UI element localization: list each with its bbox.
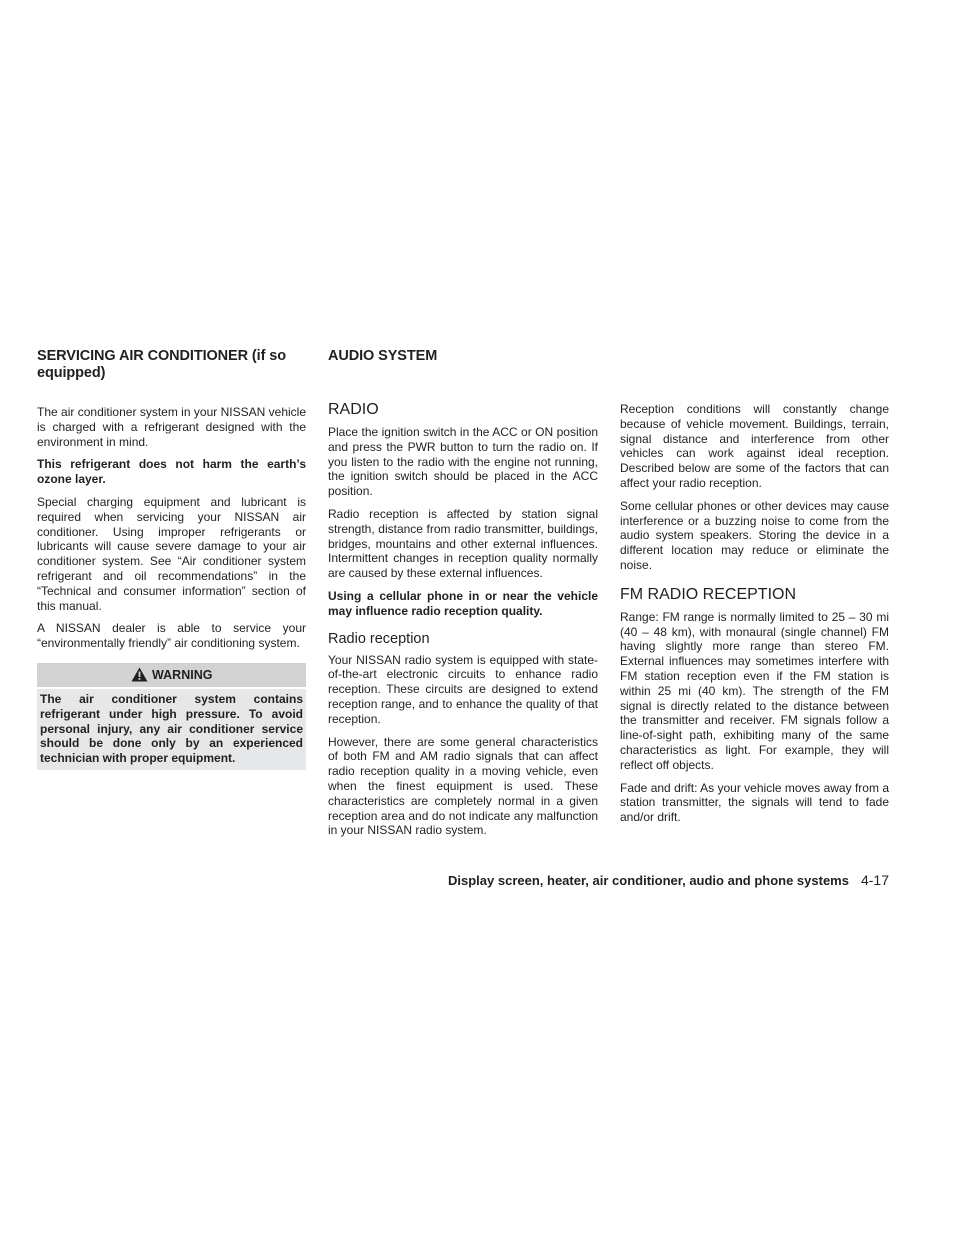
paragraph: Reception conditions will constantly change because of vehicle movement. Buildings, terrain, signal distance and interference from other vehicles can work against ideal reception. Described below are some of the factors that can affect your radio reception. — [620, 402, 889, 490]
subheading-radio-reception: Radio reception — [328, 630, 430, 647]
paragraph: Fade and drift: As your vehicle moves away from a station transmitter, the signals will tend to fade and/or drift. — [620, 780, 889, 825]
section-title-servicing-ac: SERVICING AIR CONDITIONER (if so equipped) — [37, 348, 286, 381]
left-column — [37, 348, 306, 770]
paragraph: Range: FM range is normally limited to 25 – 30 mi (40 – 48 km), with monaural (single channel) FM having slightly more range than stereo FM. External influences may sometimes interfere with FM station reception even if the FM station is within 25 mi (40 km). The strength of the FM signal is directly related to the distance between the transmitter and receiver. FM signals follow a line-of-sight path, exhibiting many of the same characteristics as light. For example, they will reflect off objects. — [620, 609, 889, 772]
warning-triangle-icon — [131, 668, 152, 682]
warning-header — [37, 663, 306, 687]
warning-text: The air conditioner system contains refrigerant under high pressure. To avoid personal injury, any air conditioner service should be done only by an experienced technician with proper equipment. — [37, 689, 306, 770]
paragraph: However, there are some general characteristics of both FM and AM radio signals that can affect radio reception quality in a moving vehicle, even when the finest equipment is used. These characteristics are completely normal in a given reception area and do not indicate any malfunction in your NISSAN radio system. — [328, 734, 598, 838]
page-number: 4-17 — [860, 872, 889, 888]
paragraph: Special charging equipment and lubricant is required when servicing your NISSAN air conditioner. Using improper refrigerants or lubricants will cause severe damage to your air conditioner system. See “Air conditioner system refrigerant and oil recommendations” in the “Technical and consumer information” section of this manual. — [37, 494, 306, 613]
warning-box — [37, 663, 306, 770]
footer-section-title: Display screen, heater, air conditioner, audio and phone systems — [448, 873, 849, 888]
paragraph: The air conditioner system in your NISSAN vehicle is charged with a refrigerant designed with the environment in mind. — [37, 405, 306, 449]
paragraph: Radio reception is affected by station signal strength, distance from radio transmitter, buildings, bridges, mountains and other external influences. Intermittent changes in reception quality normally are caused by these external influences. — [328, 506, 598, 581]
warning-label: WARNING — [152, 667, 213, 682]
section-title-audio-system: AUDIO SYSTEM — [328, 348, 438, 364]
paragraph: Your NISSAN radio system is equipped with state-of-the-art electronic circuits to enhance radio reception. These circuits are designed to extend reception range, and to enhance the quality of that reception. — [328, 652, 598, 726]
subheading-radio: RADIO — [328, 401, 379, 418]
page-footer — [448, 872, 889, 889]
paragraph: Some cellular phones or other devices may cause interference or a buzzing noise to come from the audio system speakers. Storing the device in a different location may reduce or eliminate the noise. — [620, 498, 889, 572]
middle-column — [328, 348, 598, 846]
paragraph-bold: Using a cellular phone in or near the vehicle may influence radio reception quality. — [328, 588, 598, 618]
right-column — [620, 402, 889, 833]
paragraph: Place the ignition switch in the ACC or ON position and press the PWR button to turn the radio on. If you listen to the radio with the engine not running, the ignition switch should be placed in the ACC position. — [328, 425, 598, 499]
subheading-fm-radio-reception: FM RADIO RECEPTION — [620, 585, 797, 603]
paragraph-bold: This refrigerant does not harm the earth’s ozone layer. — [37, 457, 306, 487]
paragraph: A NISSAN dealer is able to service your “environmentally friendly” air conditioning system. — [37, 621, 306, 651]
